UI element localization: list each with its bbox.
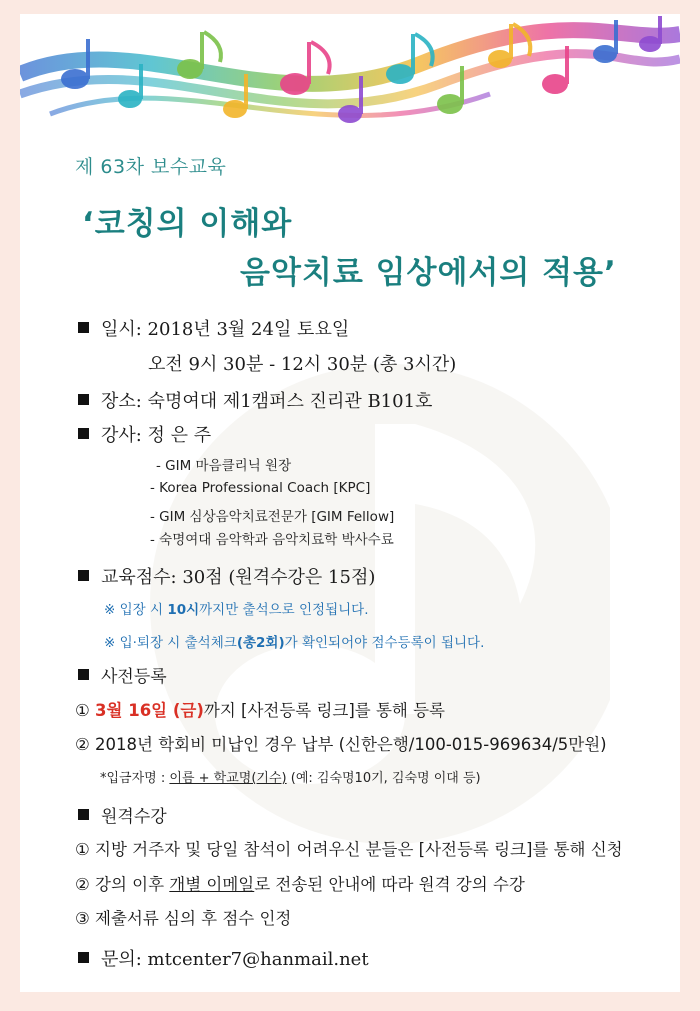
event-title-line1: ‘코칭의 이해와 — [82, 206, 293, 242]
square-bullet-icon — [78, 394, 89, 405]
note-emphasis: (총2회) — [236, 635, 285, 651]
item-number: ① — [75, 701, 90, 720]
item-emphasis: 개별 이메일 — [169, 875, 255, 894]
lecturer-text: 강사: 정 은 주 — [101, 425, 212, 446]
time-text: 오전 9시 30분 - 12시 30분 (총 3시간) — [148, 354, 457, 375]
square-bullet-icon — [78, 570, 89, 581]
poster-card — [20, 14, 680, 992]
remote-item-1: ① 지방 거주자 및 당일 참석이 어려우신 분들은 [사전등록 링크]를 통해 신청 — [75, 840, 623, 859]
lecturer-credential: - 숙명여대 음악학과 음악치료학 박사수료 — [150, 532, 394, 548]
note-text: 가 확인되어야 점수등록이 됩니다. — [284, 635, 485, 651]
venue-text: 장소: 숙명여대 제1캠퍼스 진리관 B101호 — [101, 391, 433, 412]
remote-heading-row — [78, 802, 167, 827]
preregistration-heading-row — [78, 662, 167, 687]
note-emphasis: 10시 — [167, 602, 200, 618]
item-text: 까지 [사전등록 링크]를 통해 등록 — [203, 701, 445, 720]
remote-item-2 — [75, 871, 525, 895]
attendance-note-1 — [104, 598, 369, 618]
remote-heading: 원격수강 — [101, 807, 167, 827]
square-bullet-icon — [78, 428, 89, 439]
note-text: 까지만 출석으로 인정됩니다. — [199, 602, 369, 618]
square-bullet-icon — [78, 809, 89, 820]
square-bullet-icon — [78, 322, 89, 333]
deadline-date: 3월 16일 (금) — [95, 701, 204, 720]
square-bullet-icon — [78, 952, 89, 963]
item-text: ② 강의 이후 — [75, 875, 170, 894]
poster-content — [20, 14, 680, 992]
preregistration-item-2: ② 2018년 학회비 미납인 경우 납부 (신한은행/100-015-969634/5만원) — [75, 735, 607, 754]
attendance-note-2 — [104, 631, 484, 651]
lecturer-credential: - Korea Professional Coach [KPC] — [150, 480, 371, 496]
note-text: *입금자명 : — [100, 771, 170, 786]
date-row — [78, 315, 349, 341]
note-emphasis: 이름 + 학교명(기수) — [169, 771, 287, 786]
square-bullet-icon — [78, 669, 89, 680]
preregistration-heading: 사전등록 — [101, 667, 167, 687]
note-text: ※ 입·퇴장 시 출석체크 — [104, 635, 237, 651]
venue-row — [78, 387, 432, 413]
lecturer-credential: - GIM 마음클리닉 원장 — [156, 458, 292, 474]
item-text: 로 전송된 안내에 따라 원격 강의 수강 — [254, 875, 525, 894]
contact-row — [78, 945, 369, 971]
credit-text: 교육점수: 30점 (원격수강은 15점) — [101, 567, 376, 588]
event-title-line2: 음악치료 임상에서의 적용’ — [240, 255, 617, 291]
credit-row — [78, 563, 375, 589]
lecturer-credential: - GIM 심상음악치료전문가 [GIM Fellow] — [150, 509, 395, 525]
contact-text: 문의: mtcenter7@hanmail.net — [101, 949, 369, 970]
remote-item-3: ③ 제출서류 심의 후 점수 인정 — [75, 909, 292, 928]
note-text: (예: 김숙명10기, 김숙명 이대 등) — [286, 771, 481, 786]
preregistration-item-1 — [75, 697, 445, 721]
date-text: 일시: 2018년 3월 24일 토요일 — [101, 319, 350, 340]
lecturer-row — [78, 421, 211, 447]
note-text: ※ 입장 시 — [104, 602, 168, 618]
event-subtitle: 제 63차 보수교육 — [75, 156, 227, 178]
deposit-name-note — [100, 767, 481, 786]
